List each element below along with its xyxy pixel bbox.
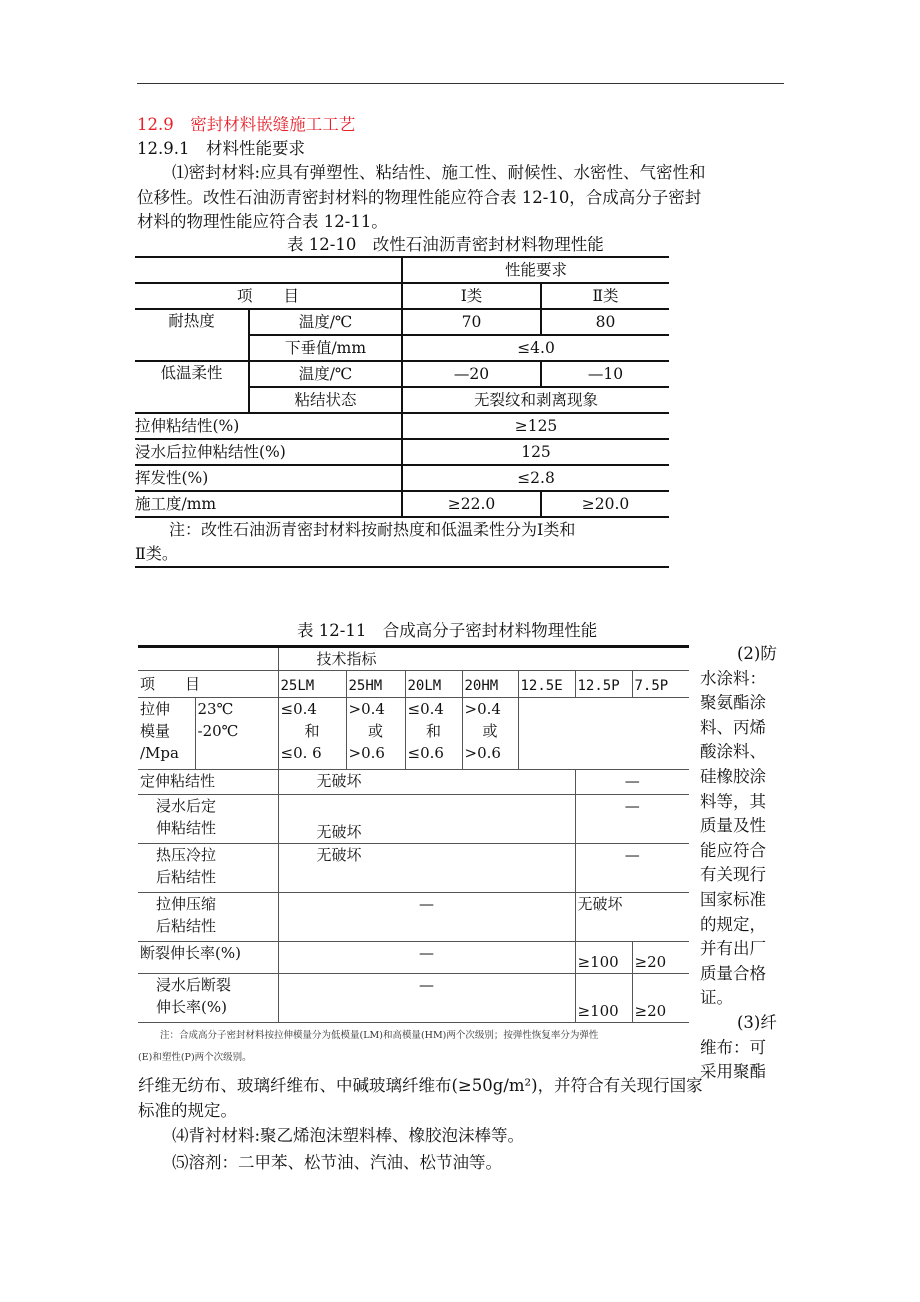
cell: — — [575, 770, 689, 795]
side-paragraph-line: 有关现行 — [700, 865, 766, 885]
paragraph-line: ⑴密封材料:应具有弹塑性、粘结性、施工性、耐候性、水密性、气密性和 — [172, 163, 706, 182]
table11-caption: 表 12-11 合成高分子密封材料物理性能 — [297, 621, 598, 640]
side-paragraph-line: 水涂料： — [700, 668, 766, 688]
side-paragraph-line: (2)防 — [737, 644, 777, 663]
cell: 无破坏 — [278, 844, 575, 893]
header-cell: Ⅱ类 — [541, 283, 669, 309]
grade-header: 12.5P — [575, 671, 632, 698]
cell: ≥20 — [632, 942, 689, 974]
side-paragraph-line: 能应符合 — [700, 840, 766, 860]
cell: 80 — [541, 309, 669, 335]
table-row — [135, 257, 669, 283]
cell — [346, 698, 405, 770]
table-row — [138, 698, 689, 770]
table-row — [138, 647, 689, 671]
cell: 无破坏 — [278, 770, 575, 795]
subsection-title: 12.9.1 材料性能要求 — [137, 139, 305, 158]
value-line: ≤0.4 — [280, 700, 317, 718]
cell: — — [278, 974, 575, 1023]
side-paragraph-line: 硅橡胶涂 — [700, 767, 766, 786]
row-label — [138, 844, 278, 893]
header-cell: Ⅰ类 — [402, 283, 541, 309]
cell: 无破坏 — [575, 893, 689, 942]
value-line: 或 — [367, 722, 383, 740]
paragraph-line: 材料的物理性能应符合表 12-11。 — [137, 212, 388, 231]
table11-note: (E)和塑性(P)两个次级别。 — [138, 1052, 252, 1063]
table-row — [138, 893, 689, 942]
table-row — [135, 361, 669, 387]
value-line: ≤0.6 — [407, 744, 444, 762]
label-line: 伸长率(%) — [156, 998, 227, 1016]
cell — [138, 698, 195, 770]
row-label — [138, 974, 278, 1023]
table-row — [135, 491, 669, 517]
header-cell: 项 目 — [135, 283, 402, 309]
row-label: 断裂伸长率(%) — [138, 942, 278, 974]
table10-caption: 表 12-10 改性石油沥青密封材料物理性能 — [287, 235, 604, 254]
label-line: 拉伸 — [140, 700, 171, 718]
label-line: 后粘结性 — [156, 868, 217, 886]
value-line: >0.6 — [348, 744, 385, 762]
value-line: ≤0.4 — [407, 700, 444, 718]
cell: ≥22.0 — [402, 491, 541, 517]
header-cell: 项 目 — [138, 671, 278, 698]
row-label — [138, 795, 278, 844]
header-rule — [137, 83, 784, 84]
temp-line: -20℃ — [197, 722, 239, 740]
table-12-11 — [138, 645, 689, 1023]
cell: ≥100 — [575, 974, 632, 1023]
paragraph-line: 标准的规定。 — [138, 1101, 237, 1120]
value-line: >0.4 — [348, 700, 385, 718]
value-line: >0.6 — [464, 744, 501, 762]
table-row — [135, 439, 669, 465]
cell: — — [278, 893, 575, 942]
table-row — [138, 974, 689, 1023]
side-paragraph-line: 采用聚酯 — [700, 1062, 766, 1082]
section-title: 12.9 密封材料嵌缝施工工艺 — [137, 115, 356, 134]
side-paragraph-line: 国家标准 — [700, 890, 766, 909]
grade-header: 7.5P — [632, 671, 689, 698]
cell: —10 — [541, 361, 669, 387]
table-row — [135, 309, 669, 335]
table-row — [135, 283, 669, 309]
side-paragraph-line: 酸涂料、 — [700, 742, 766, 762]
side-paragraph-line: 料、丙烯 — [700, 717, 766, 737]
cell: 低温柔性 — [135, 361, 249, 413]
table-row — [138, 795, 689, 844]
header-cell: 技术指标 — [278, 647, 689, 671]
label-line: 浸水后定 — [156, 797, 217, 815]
table-note: 注：改性石油沥青密封材料按耐热度和低温柔性分为Ⅰ类和 — [169, 520, 576, 539]
grade-header: 12.5E — [518, 671, 575, 698]
grade-header: 20HM — [462, 671, 518, 698]
cell: ≥20.0 — [541, 491, 669, 517]
label-line: 后粘结性 — [156, 917, 217, 935]
side-paragraph-line: 质量合格 — [700, 963, 766, 983]
paragraph-line: 纤维无纺布、玻璃纤维布、中碱玻璃纤维布(≥50g/m²)，并符合有关现行国家 — [138, 1076, 703, 1095]
cell: 耐热度 — [135, 309, 249, 361]
cell: — — [575, 795, 689, 844]
cell: 施工度/mm — [135, 491, 402, 517]
temp-line: 23℃ — [197, 700, 234, 718]
value-line: 或 — [482, 722, 498, 740]
cell: 温度/℃ — [249, 361, 402, 387]
cell — [278, 698, 346, 770]
cell: ≥20 — [632, 974, 689, 1023]
table-row — [135, 413, 669, 439]
header-cell: 性能要求 — [402, 257, 669, 283]
cell: 下垂值/mm — [249, 335, 402, 361]
table11-note: 注：合成高分子密封材料按拉伸模量分为低模量(LM)和高模量(HM)两个次级别；按弹性恢复率分为弹性 — [160, 1030, 599, 1041]
row-label: 定伸粘结性 — [138, 770, 278, 795]
table-row — [135, 465, 669, 491]
label-line: 伸粘结性 — [156, 819, 217, 837]
table-note: Ⅱ类。 — [135, 544, 178, 563]
cell: 温度/℃ — [249, 309, 402, 335]
cell: 无裂纹和剥离现象 — [402, 387, 669, 413]
cell — [462, 698, 518, 770]
side-paragraph-line: 的规定， — [700, 914, 766, 934]
side-paragraph-line: 维布：可 — [700, 1037, 766, 1057]
cell — [195, 698, 278, 770]
label-line: /Mpa — [140, 744, 179, 762]
cell: 拉伸粘结性(%) — [135, 413, 402, 439]
side-paragraph-line: 质量及性 — [700, 816, 766, 836]
row-label — [138, 893, 278, 942]
cell: 无破坏 — [278, 795, 575, 844]
paragraph-line: ⑸溶剂：二甲苯、松节油、汽油、松节油等。 — [172, 1153, 502, 1172]
table-note-row — [135, 517, 669, 567]
value-line: 和 — [425, 722, 441, 740]
cell: — — [575, 844, 689, 893]
cell: ≤4.0 — [402, 335, 669, 361]
side-paragraph-line: 并有出厂 — [700, 939, 766, 959]
paragraph-line: ⑷背衬材料:聚乙烯泡沫塑料棒、橡胶泡沫棒等。 — [172, 1126, 525, 1145]
table-row — [138, 671, 689, 698]
paragraph-line: 位移性。改性石油沥青密封材料的物理性能应符合表 12-10，合成高分子密封 — [137, 188, 702, 207]
cell: 浸水后拉伸粘结性(%) — [135, 439, 402, 465]
side-paragraph-line: 聚氨酯涂 — [700, 693, 766, 713]
grade-header: 20LM — [405, 671, 462, 698]
cell: 70 — [402, 309, 541, 335]
cell: 粘结状态 — [249, 387, 402, 413]
value-line: 和 — [304, 722, 320, 740]
side-paragraph-line: 料等，其 — [700, 791, 766, 811]
side-paragraph-line: (3)纤 — [737, 1013, 777, 1032]
table-12-10 — [135, 256, 669, 568]
grade-header: 25HM — [346, 671, 405, 698]
cell: ≥100 — [575, 942, 632, 974]
label-line: 热压冷拉 — [156, 846, 217, 864]
label-line: 模量 — [140, 722, 171, 740]
table-row — [138, 942, 689, 974]
cell: — — [278, 942, 575, 974]
cell: —20 — [402, 361, 541, 387]
cell: ≤2.8 — [402, 465, 669, 491]
grade-header: 25LM — [278, 671, 346, 698]
value-line: >0.4 — [464, 700, 501, 718]
cell: 挥发性(%) — [135, 465, 402, 491]
cell: ≥125 — [402, 413, 669, 439]
label-line: 浸水后断裂 — [156, 976, 232, 994]
cell — [405, 698, 462, 770]
cell: 125 — [402, 439, 669, 465]
side-paragraph-line: 证。 — [700, 988, 733, 1008]
table-row — [138, 844, 689, 893]
label-line: 拉伸压缩 — [156, 895, 217, 913]
value-line: ≤0. 6 — [280, 744, 322, 762]
table-row — [138, 770, 689, 795]
